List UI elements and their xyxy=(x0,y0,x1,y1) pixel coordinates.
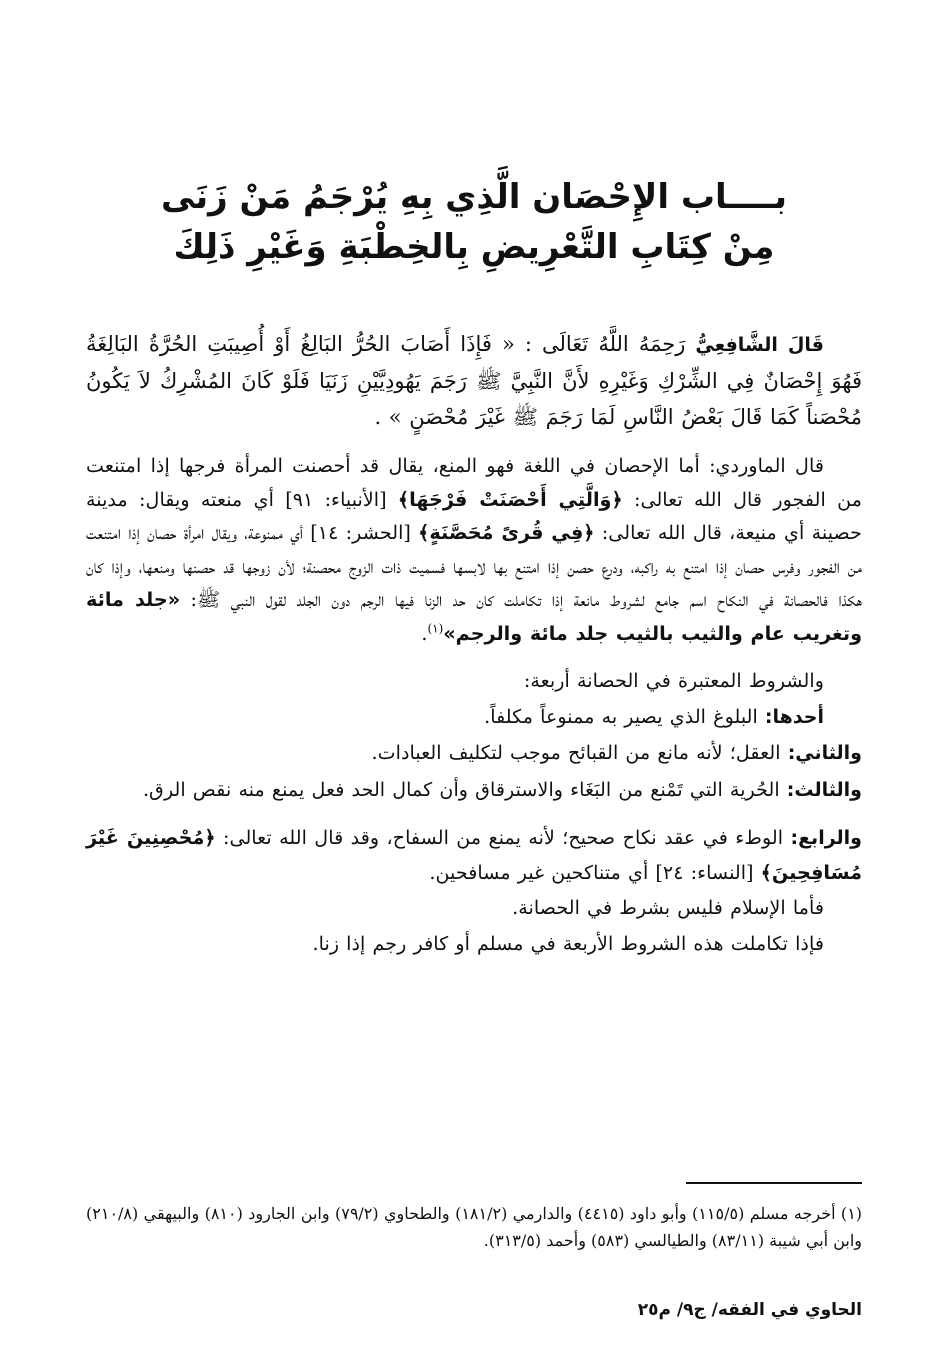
chapter-title xyxy=(100,172,848,272)
shafii-quote xyxy=(86,326,862,435)
chapter-title-line-1: بــــاب الإِحْصَان الَّذِي بِهِ يُرْجَمُ مَنْ زَنَى xyxy=(160,177,788,217)
condition-1-label: أحدها: xyxy=(764,705,824,728)
condition-3 xyxy=(86,773,862,808)
footnote-marker[interactable]: (١) xyxy=(427,621,444,636)
chapter-title-line-2: مِنْ كِتَابِ التَّعْرِيضِ بِالخِطْبَةِ وَغَيْرِ ذَلِكَ xyxy=(173,227,775,267)
condition-2-label: والثاني: xyxy=(787,742,862,764)
shafii-text: رَحِمَهُ اللَّهُ تَعَالَى : « فَإِذَا أَصَابَ الحُرُّ البَالِغُ أَوْ أُصِيبَتِ الحُرَّةُ البَالِغَةُ فَهُوَ إِحْصَانٌ فِي الشِّرْكِ وَغَيْرِهِ لأَنَّ النَّبِيَّ ﷺ رَجَمَ يَهُودِيَّيْنِ زَنَيَا فَلَوْ كَانَ المُشْرِكُ لاَ يَكُونُ مُحْصَناً كَمَا قَالَ بَعْضُ النَّاسِ لَمَا رَجَمَ ﷺ غَيْرَ مُحْصَنٍ » . xyxy=(86,332,862,429)
mawardi-text-2: [الأنبياء: ٩١] أي منعته ويقال: مدينة حصينة أي منيعة، قال الله تعالى: xyxy=(86,487,862,544)
conditions-intro: والشروط المعتبرة في الحصانة أربعة: xyxy=(523,669,824,692)
shafii-label: قَالَ الشَّافِعِيُّ xyxy=(695,334,824,356)
condition-1-text: البلوغ الذي يصير به ممنوعاً مكلفاً. xyxy=(484,704,758,728)
islam-not-condition: فأما الإسلام فليس بشرط في الحصانة. xyxy=(512,896,824,919)
condition-3-label: والثالث: xyxy=(786,778,862,801)
condition-1 xyxy=(86,700,862,735)
footnote-divider xyxy=(686,1182,862,1184)
page-body xyxy=(86,326,862,962)
footnote-1: (١) أخرجه مسلم (١١٥/٥) وأبو داود (٤٤١٥) والدارمي (١٨١/٢) والطحاوي (٧٩/٢) وابن الجارود (٨١٠) والبيهقي (٢١٠/٨) وابن أبي شيبة (٨٣/١١) والطيالسي (٥٨٣) وأحمد (٣١٣/٥). xyxy=(86,1204,863,1250)
mawardi-text-1: قال الماوردي: أما الإحصان في اللغة فهو المنع، يقال قد أحصنت المرأة فرجها إذا امتنعت من الفجور قال الله تعالى: xyxy=(86,454,862,511)
condition-2-text: العقل؛ لأنه مانع من القبائح موجب لتكليف العبادات. xyxy=(371,741,781,764)
page-footer: الحاوي في الفقه/ ج٩/ م٢٥ xyxy=(637,1300,862,1320)
hadith-quote: «جلد مائة وتغريب عام والثيب بالثيب جلد مائة والرجم» xyxy=(86,588,862,645)
final-ruling: فإذا تكاملت هذه الشروط الأربعة في مسلم أو كافر رجم إذا زنا. xyxy=(312,931,824,955)
condition-4-text-2: [النساء: ٢٤] أي متناكحين غير مسافحين. xyxy=(429,860,754,884)
condition-4-text-1: الوطء في عقد نكاح صحيح؛ لأنه يمنع من السفاح، وقد قال الله تعالى: xyxy=(223,826,784,849)
mawardi-commentary xyxy=(86,449,862,650)
condition-4-label: والرابع: xyxy=(790,827,862,849)
quran-verse-anbiya: ﴿وَالَّتِي أَحْصَنَتْ فَرْجَهَا﴾ xyxy=(397,487,623,511)
mawardi-end: . xyxy=(421,621,428,645)
quran-verse-hashr: ﴿فِي قُرىً مُحَصَّنَةٍ﴾ xyxy=(418,521,595,544)
condition-3-text: الحُرية التي تَمْنع من البَغَاء والاسترقاق وأن كمال الحد فعل يمنع منه نقص الرق. xyxy=(142,777,780,801)
condition-2 xyxy=(86,736,862,771)
mawardi-text-3: [الحشر: ١٤] أي ممنوعة، ويقال امرأة حصان إذا امتنعت من الفجور وفرس حصان إذا امتنع به راكبه، ودرع حصن إذا امتنع بها لابسها فسميت ذات الزوج محصنة؛ لأن زوجها قد حصنها ومنعها، وإذا كان هكذا فالحصانة في النكاح اسم جامع لشروط مانعة إذا تكاملت كان حد الزنا فيها الرجم دون الجلد لقول النبي ﷺ: xyxy=(86,521,862,611)
quran-verse-nisa: ﴿مُحْصِنِينَ غَيْرَ مُسَافِحِينَ﴾ xyxy=(86,826,862,884)
condition-4 xyxy=(86,821,862,889)
